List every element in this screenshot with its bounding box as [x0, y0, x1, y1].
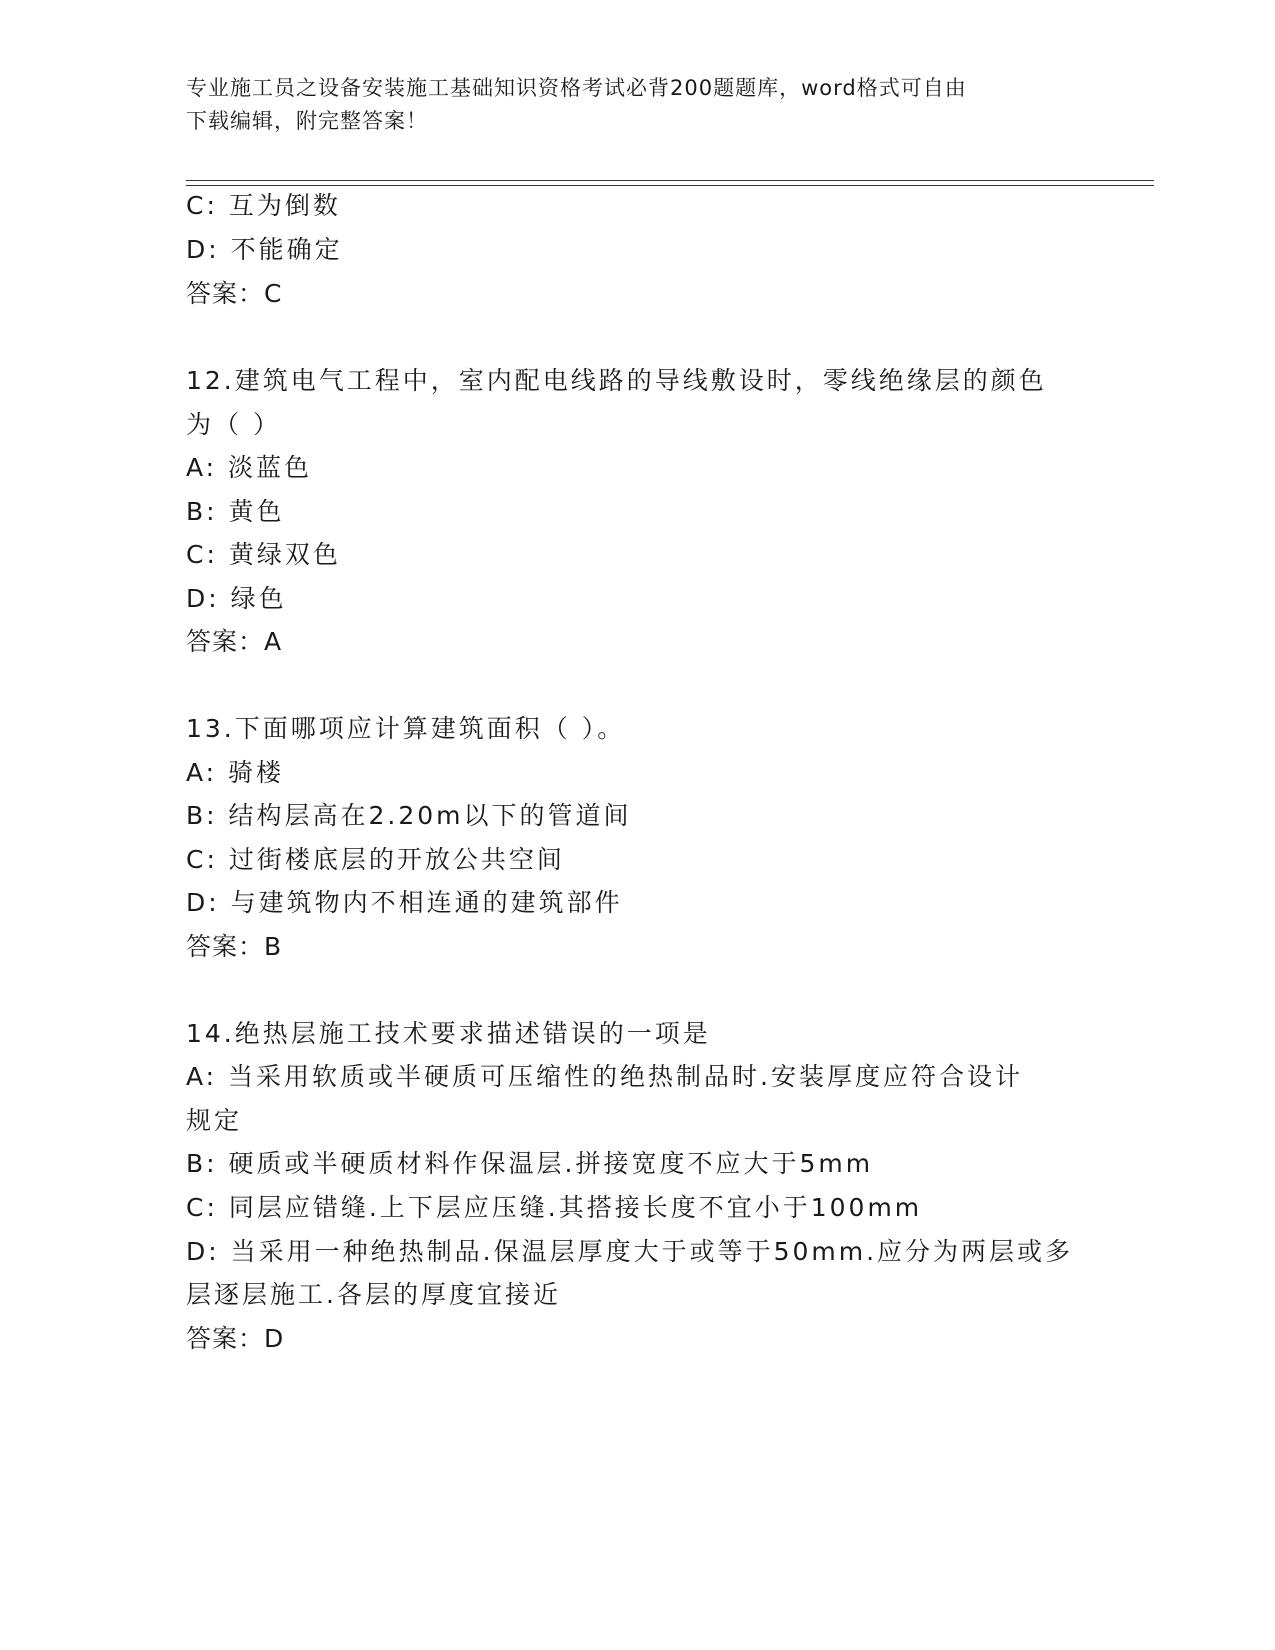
q12-option-b: B: 黄色 — [186, 497, 285, 526]
q14-answer: 答案：D — [186, 1324, 285, 1353]
q14-option-d-line-2: 层逐层施工.各层的厚度宜接近 — [186, 1280, 561, 1309]
q14-option-a-line-1: A: 当采用软质或半硬质可压缩性的绝热制品时.安装厚度应符合设计 — [186, 1062, 1023, 1091]
q13-option-c: C: 过街楼底层的开放公共空间 — [186, 845, 565, 874]
q12-stem-line-2: 为（ ） — [186, 410, 281, 439]
header-rule-bottom — [186, 185, 1154, 186]
q12-option-c: C: 黄绿双色 — [186, 540, 341, 569]
q13-option-a: A: 骑楼 — [186, 758, 285, 787]
q14-option-c: C: 同层应错缝.上下层应压缝.其搭接长度不宜小于100mm — [186, 1193, 923, 1222]
header-rule-top — [186, 180, 1154, 181]
q14-stem: 14.绝热层施工技术要求描述错误的一项是 — [186, 1019, 711, 1048]
header-line-2: 下载编辑，附完整答案！ — [186, 109, 428, 133]
q12-option-a: A: 淡蓝色 — [186, 453, 313, 482]
q14-option-d-line-1: D: 当采用一种绝热制品.保温层厚度大于或等于50mm.应分为两层或多 — [186, 1237, 1074, 1266]
prev-answer: 答案：C — [186, 279, 283, 308]
document-header — [186, 72, 1086, 138]
q13-answer: 答案：B — [186, 932, 283, 961]
q12-stem-line-1: 12.建筑电气工程中，室内配电线路的导线敷设时，零线绝缘层的颜色 — [186, 366, 1047, 395]
q14-option-b: B: 硬质或半硬质材料作保温层.拼接宽度不应大于5mm — [186, 1149, 874, 1178]
q12-answer: 答案：A — [186, 627, 283, 656]
q12-option-d: D: 绿色 — [186, 584, 287, 613]
q13-option-d: D: 与建筑物内不相连通的建筑部件 — [186, 888, 623, 917]
header-line-1: 专业施工员之设备安装施工基础知识资格考试必背200题题库，word格式可自由 — [186, 76, 967, 100]
prev-option-d: D: 不能确定 — [186, 235, 343, 264]
q14-option-a-line-2: 规定 — [186, 1106, 243, 1135]
q13-option-b: B: 结构层高在2.20m以下的管道间 — [186, 801, 632, 830]
q13-stem: 13.下面哪项应计算建筑面积（ ）。 — [186, 714, 626, 743]
prev-option-c: C: 互为倒数 — [186, 191, 341, 220]
